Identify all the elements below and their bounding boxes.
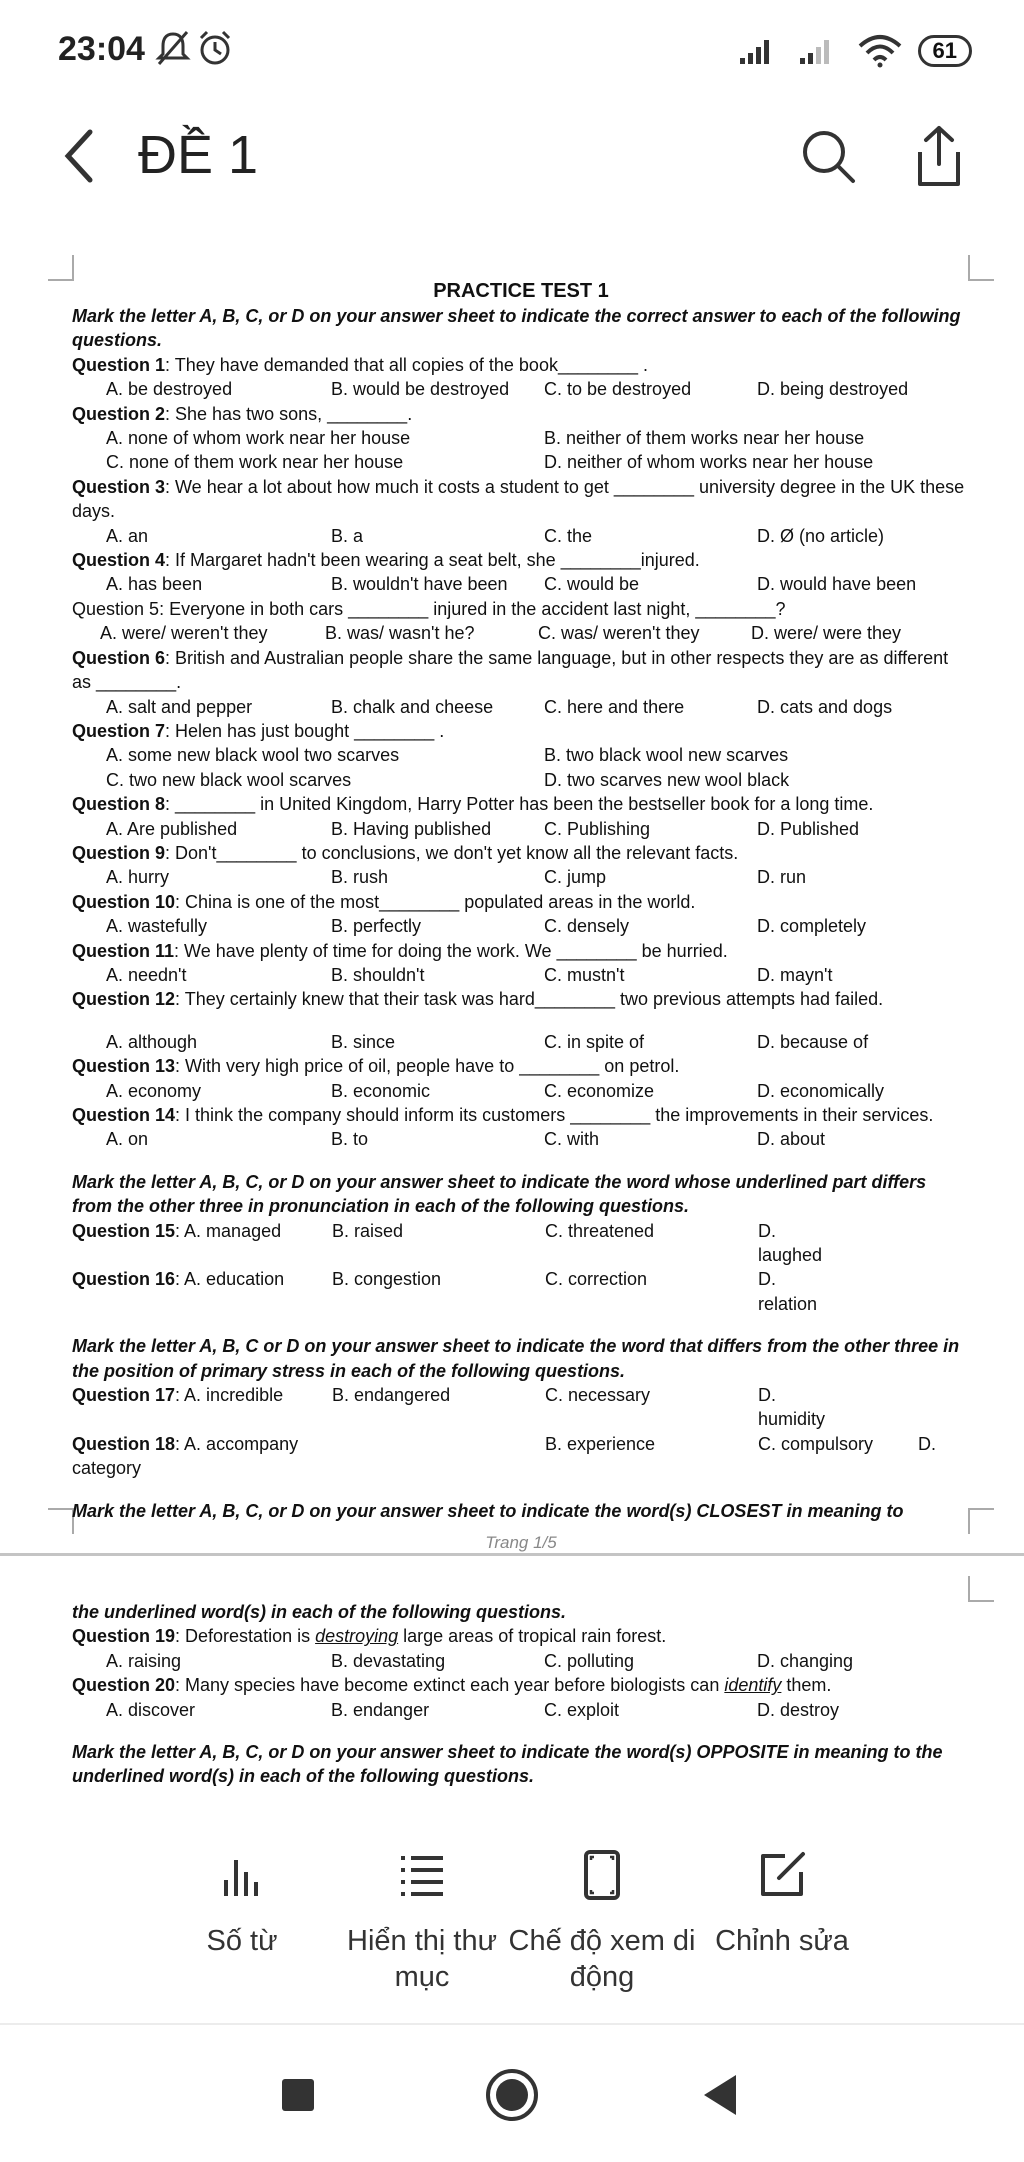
bar-chart-icon xyxy=(217,1850,267,1900)
edit-label: Chỉnh sửa xyxy=(715,1925,849,1957)
answer-options: A. raising B. devastating C. polluting D. changing xyxy=(106,1650,854,1671)
page-separator xyxy=(0,1553,1024,1556)
back-nav-button[interactable] xyxy=(702,2073,738,2117)
question: Question 12: They certainly knew that their task was hard________ two previous attempts had failed. xyxy=(72,989,884,1010)
question: Question 13: With very high price of oil, people have to ________ on petrol. xyxy=(72,1056,680,1077)
underlined-word: destroying xyxy=(315,1626,399,1647)
bottom-toolbar xyxy=(0,1795,1024,2025)
document-page-1[interactable] xyxy=(0,240,1024,1553)
word-count-button[interactable] xyxy=(142,1850,342,1959)
back-button[interactable] xyxy=(56,126,106,186)
question: Question 14: I think the company should inform its customers ________ the improvements in their services. xyxy=(72,1105,934,1125)
test-heading: PRACTICE TEST 1 xyxy=(433,280,609,302)
question: Question 16: A. education B. congestion C. correction D. relation xyxy=(72,1269,818,1314)
answer-options: A. salt and pepper B. chalk and cheese C. here and there D. cats and dogs xyxy=(106,696,893,717)
question: Question 20: Many species have become extinct each year before biologists can identify them. xyxy=(72,1675,832,1696)
answer-options: A. wastefully B. perfectly C. densely D. completely xyxy=(106,916,867,937)
status-time: 23:04 xyxy=(58,30,145,68)
mobile-view-button[interactable] xyxy=(502,1850,702,1995)
document-body xyxy=(72,278,970,1556)
page-corner-mark xyxy=(48,1508,74,1534)
app-bar xyxy=(0,110,1024,200)
answer-options: A. needn't B. shouldn't C. mustn't D. mayn't xyxy=(106,964,833,985)
answer-options: A. none of whom work near her house B. neither of them works near her house C. none of them work near her house D. neither of whom works near her house xyxy=(106,428,874,473)
question: Question 9: Don't________ to conclusions, we don't yet know all the relevant facts. xyxy=(72,842,739,863)
question: Question 3: We hear a lot about how much it costs a student to get ________ university degree in the UK these days. xyxy=(72,476,965,522)
answer-options: A. although B. since C. in spite of D. because of xyxy=(106,1031,869,1052)
home-button[interactable] xyxy=(484,2067,540,2123)
document-title: ĐỀ 1 xyxy=(138,125,259,185)
edit-icon xyxy=(757,1850,807,1900)
section-instruction: Mark the letter A, B, C, or D on your answer sheet to indicate the word(s) CLOSEST in meaning to xyxy=(72,1500,904,1521)
status-bar xyxy=(0,0,1024,100)
section-instruction: the underlined word(s) in each of the following questions. xyxy=(72,1602,567,1622)
answer-options: A. Are published B. Having published C. Publishing D. Published xyxy=(106,818,860,839)
page-corner-mark xyxy=(968,255,994,281)
signal-weak-icon xyxy=(798,36,842,66)
question: Question 1: They have demanded that all copies of the book________ . xyxy=(72,354,649,375)
question: Question 7: Helen has just bought ________ . xyxy=(72,720,445,741)
phone-frame-icon xyxy=(577,1850,627,1900)
search-button[interactable] xyxy=(800,128,856,184)
page-corner-mark xyxy=(968,1508,994,1534)
question: Question 8: ________ in United Kingdom, Harry Potter has been the bestseller book for a long time. xyxy=(72,794,874,815)
question: Question 5: Everyone in both cars ________ injured in the accident last night, ________? xyxy=(72,598,786,619)
underlined-word: identify xyxy=(724,1675,782,1696)
wifi-icon xyxy=(858,34,902,68)
section-instruction: Mark the letter A, B, C, or D on your answer sheet to indicate the word(s) OPPOSITE in meaning to the underlined word(s) in each of the following questions. xyxy=(72,1742,943,1787)
share-button[interactable] xyxy=(912,124,966,188)
question: Question 6: British and Australian people share the same language, but in other respects they are as different as ________. xyxy=(72,647,949,693)
document-body xyxy=(72,1600,970,1789)
question: Question 2: She has two sons, ________. xyxy=(72,403,413,424)
question: Question 19: Deforestation is destroying large areas of tropical rain forest. xyxy=(72,1626,667,1647)
word-count-label: Số từ xyxy=(206,1925,278,1957)
mobile-view-label: Chế độ xem di động xyxy=(508,1925,696,1993)
outline-button[interactable] xyxy=(322,1850,522,1995)
answer-options: A. on B. to C. with D. about xyxy=(106,1129,826,1150)
answer-options: A. hurry B. rush C. jump D. run xyxy=(106,867,807,888)
page-footer: Trang 1/5 xyxy=(485,1533,557,1553)
battery-level: 61 xyxy=(918,35,972,67)
section-instruction: Mark the letter A, B, C, or D on your answer sheet to indicate the correct answer to each of the following questions. xyxy=(72,306,961,351)
answer-options: A. be destroyed B. would be destroyed C. to be destroyed D. being destroyed xyxy=(106,379,909,400)
list-icon xyxy=(397,1850,447,1900)
answer-options: A. some new black wool two scarves B. two black wool new scarves C. two new black wool scarves D. two scarves new wool black xyxy=(106,745,790,790)
answer-options: A. has been B. wouldn't have been C. would be D. would have been xyxy=(106,574,917,595)
question: Question 15: A. managed B. raised C. threatened D. laughed xyxy=(72,1220,823,1266)
alarm-icon xyxy=(195,28,235,68)
notifications-muted-icon xyxy=(155,28,191,68)
question: Question 4: If Margaret hadn't been wearing a seat belt, she ________injured. xyxy=(72,550,700,571)
answer-options: A. were/ weren't they B. was/ wasn't he? C. was/ weren't they D. were/ were they xyxy=(100,623,902,644)
question: Question 17: A. incredible B. endangered C. necessary D. humidity xyxy=(72,1385,826,1430)
answer-options: A. an B. a C. the D. Ø (no article) xyxy=(106,525,885,546)
system-navigation-bar xyxy=(0,2025,1024,2162)
page-corner-mark xyxy=(48,255,74,281)
section-instruction: Mark the letter A, B, C or D on your answer sheet to indicate the word that differs from the other three in the position of primary stress in each of the following questions. xyxy=(72,1336,960,1381)
recent-apps-button[interactable] xyxy=(280,2077,316,2113)
document-page-2[interactable] xyxy=(0,1560,1024,1795)
answer-options: A. discover B. endanger C. exploit D. destroy xyxy=(106,1699,840,1720)
page-corner-mark xyxy=(968,1576,994,1602)
outline-label: Hiển thị thư mục xyxy=(347,1925,497,1993)
section-instruction: Mark the letter A, B, C, or D on your answer sheet to indicate the word whose underlined part differs from the other three in pronunciation in each of the following questions. xyxy=(72,1171,927,1217)
signal-icon xyxy=(738,36,782,66)
answer-option-continued: category xyxy=(72,1458,142,1479)
answer-options: A. economy B. economic C. economize D. economically xyxy=(106,1080,885,1101)
question: Question 10: China is one of the most________ populated areas in the world. xyxy=(72,891,696,912)
question: Question 11: We have plenty of time for doing the work. We ________ be hurried. xyxy=(72,940,728,961)
edit-button[interactable] xyxy=(682,1850,882,1959)
question: Question 18: A. accompany B. experience C. compulsory D. xyxy=(72,1433,936,1454)
